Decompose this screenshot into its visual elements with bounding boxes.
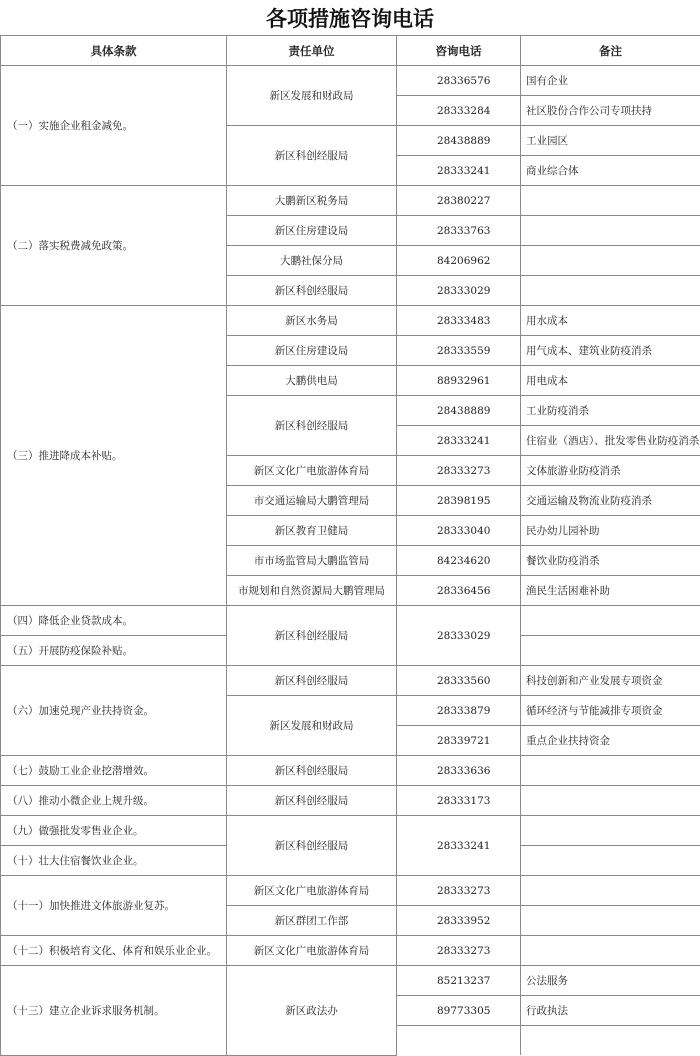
- phone-cell: 28336456: [397, 576, 521, 606]
- unit-cell: 新区科创经服局: [227, 606, 397, 666]
- remark-cell: 用电成本: [521, 366, 700, 396]
- remark-cell: [521, 846, 700, 876]
- table-row: [1, 66, 700, 96]
- phone-cell: 28333241: [397, 816, 521, 876]
- phone-cell: 28339721: [397, 726, 521, 756]
- phone-cell: 28333483: [397, 306, 521, 336]
- unit-cell: 市规划和自然资源局大鹏管理局: [227, 576, 397, 606]
- unit-cell: 新区住房建设局: [227, 336, 397, 366]
- unit-cell: 新区发展和财政局: [227, 696, 397, 756]
- clause-cell: （八）推动小微企业上规升级。: [1, 786, 227, 816]
- unit-cell: 市交通运输局大鹏管理局: [227, 486, 397, 516]
- phone-cell: 84206962: [397, 246, 521, 276]
- remark-cell: 用气成本、建筑业防疫消杀: [521, 336, 700, 366]
- remark-cell: [521, 816, 700, 846]
- phone-cell: 85213237: [397, 966, 521, 996]
- clause-cell: （九）做强批发零售业企业。: [1, 816, 227, 846]
- clause-cell: （三）推进降成本补贴。: [1, 306, 227, 606]
- phone-cell: 28333241: [397, 426, 521, 456]
- clause-cell: （五）开展防疫保险补贴。: [1, 636, 227, 666]
- unit-cell: 新区住房建设局: [227, 216, 397, 246]
- unit-cell: 新区政法办: [227, 966, 397, 1056]
- header-clause: 具体条款: [1, 36, 227, 66]
- clause-cell: （十一）加快推进文体旅游业复苏。: [1, 876, 227, 936]
- phone-cell: 88932961: [397, 366, 521, 396]
- table-row: [1, 306, 700, 336]
- unit-cell: 新区文化广电旅游体育局: [227, 456, 397, 486]
- clause-cell: （七）鼓励工业企业挖潜增效。: [1, 756, 227, 786]
- unit-cell: 新区科创经服局: [227, 756, 397, 786]
- unit-cell: 新区科创经服局: [227, 396, 397, 456]
- remark-cell: 文体旅游业防疫消杀: [521, 456, 700, 486]
- header-phone: 咨询电话: [397, 36, 521, 66]
- unit-cell: 大鹏新区税务局: [227, 186, 397, 216]
- header-unit: 责任单位: [227, 36, 397, 66]
- unit-cell: 新区科创经服局: [227, 786, 397, 816]
- phone-cell: 28333040: [397, 516, 521, 546]
- remark-cell: 商业综合体: [521, 156, 700, 186]
- remark-cell: [521, 786, 700, 816]
- remark-cell: 社区股份合作公司专项扶持: [521, 96, 700, 126]
- clause-cell: （十三）建立企业诉求服务机制。: [1, 966, 227, 1056]
- remark-cell: 住宿业（酒店）、批发零售业防疫消杀: [521, 426, 700, 456]
- contact-table: [0, 35, 700, 1056]
- table-row: [1, 756, 700, 786]
- unit-cell: 新区水务局: [227, 306, 397, 336]
- unit-cell: 新区文化广电旅游体育局: [227, 936, 397, 966]
- remark-cell: 工业防疫消杀: [521, 396, 700, 426]
- phone-cell: 28333952: [397, 906, 521, 936]
- remark-cell: [521, 216, 700, 246]
- unit-cell: 市市场监管局大鹏监管局: [227, 546, 397, 576]
- unit-cell: 新区科创经服局: [227, 816, 397, 876]
- header-row: [1, 36, 700, 66]
- unit-cell: 新区群团工作部: [227, 906, 397, 936]
- remark-cell: 交通运输及物流业防疫消杀: [521, 486, 700, 516]
- remark-cell: 餐饮业防疫消杀: [521, 546, 700, 576]
- phone-cell: 28333273: [397, 936, 521, 966]
- remark-cell: [521, 756, 700, 786]
- remark-cell: 公法服务: [521, 966, 700, 996]
- unit-cell: 新区教育卫健局: [227, 516, 397, 546]
- phone-cell: 28333029: [397, 276, 521, 306]
- unit-cell: 新区文化广电旅游体育局: [227, 876, 397, 906]
- phone-cell: 28398195: [397, 486, 521, 516]
- table-row: [1, 606, 700, 636]
- phone-cell: 28333559: [397, 336, 521, 366]
- clause-cell: （十）壮大住宿餐饮业企业。: [1, 846, 227, 876]
- phone-cell: 28336576: [397, 66, 521, 96]
- phone-cell: 28333763: [397, 216, 521, 246]
- phone-cell: 28438889: [397, 396, 521, 426]
- phone-cell: 28333029: [397, 606, 521, 666]
- unit-cell: 新区发展和财政局: [227, 66, 397, 126]
- remark-cell: [521, 246, 700, 276]
- phone-cell: 28333173: [397, 786, 521, 816]
- phone-cell: 28333284: [397, 96, 521, 126]
- table-row: [1, 786, 700, 816]
- remark-cell: [521, 276, 700, 306]
- unit-cell: 大鹏供电局: [227, 366, 397, 396]
- phone-cell: 28333879: [397, 696, 521, 726]
- remark-cell: 循环经济与节能减排专项资金: [521, 696, 700, 726]
- remark-cell: 工业园区: [521, 126, 700, 156]
- remark-cell: [521, 906, 700, 936]
- remark-cell: 科技创新和产业发展专项资金: [521, 666, 700, 696]
- phone-cell: 28438889: [397, 126, 521, 156]
- remark-cell: [521, 186, 700, 216]
- clause-cell: （六）加速兑现产业扶持资金。: [1, 666, 227, 756]
- clause-cell: （四）降低企业贷款成本。: [1, 606, 227, 636]
- remark-cell: [521, 876, 700, 906]
- remark-cell: 用水成本: [521, 306, 700, 336]
- remark-cell: [521, 606, 700, 636]
- unit-cell: 大鹏社保分局: [227, 246, 397, 276]
- remark-cell: [521, 636, 700, 666]
- remark-cell: 国有企业: [521, 66, 700, 96]
- unit-cell: 新区科创经服局: [227, 126, 397, 186]
- unit-cell: 新区科创经服局: [227, 666, 397, 696]
- header-remark: 备注: [521, 36, 700, 66]
- table-row: [1, 666, 700, 696]
- table-row: [1, 876, 700, 906]
- table-row: [1, 936, 700, 966]
- remark-cell: 民办幼儿园补助: [521, 516, 700, 546]
- clause-cell: （二）落实税费减免政策。: [1, 186, 227, 306]
- remark-cell: 行政执法: [521, 996, 700, 1026]
- phone-cell: 28333241: [397, 156, 521, 186]
- table-row: [1, 186, 700, 216]
- remark-cell: 重点企业扶持资金: [521, 726, 700, 756]
- unit-cell: 新区科创经服局: [227, 276, 397, 306]
- phone-cell: 28333636: [397, 756, 521, 786]
- clause-cell: （一）实施企业租金减免。: [1, 66, 227, 186]
- remark-cell: 渔民生活困难补助: [521, 576, 700, 606]
- phone-cell: 89773305: [397, 996, 521, 1026]
- phone-cell: 28333273: [397, 876, 521, 906]
- phone-cell: 28333273: [397, 456, 521, 486]
- table-row: [1, 966, 700, 996]
- remark-cell: [521, 936, 700, 966]
- phone-cell: 28380227: [397, 186, 521, 216]
- clause-cell: （十二）积极培育文化、体育和娱乐业企业。: [1, 936, 227, 966]
- page-title: 各项措施咨询电话: [0, 0, 700, 36]
- phone-cell: 84234620: [397, 546, 521, 576]
- table-row: [1, 816, 700, 846]
- phone-cell: 28333560: [397, 666, 521, 696]
